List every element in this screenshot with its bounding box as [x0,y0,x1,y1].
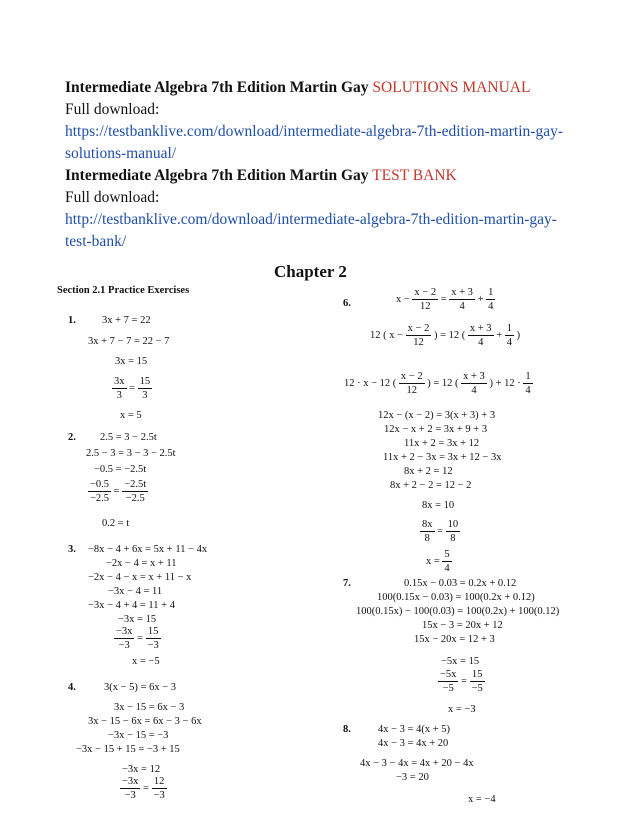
equation-line: −5x = 15 [441,656,480,667]
fraction-line: $\frac{-5x}{-5}$ = $\frac{15}{-5}$ [440,669,483,694]
problem-number: 3. [68,544,76,555]
fraction: $\frac{1}{4}$ [506,323,512,348]
fraction: $\frac{-0.5}{-2.5}$ [90,479,110,504]
equation-line: 15x − 3 = 20x + 12 [422,620,503,631]
equation-line: −2x − 4 − x = x + 11 − x [88,572,192,583]
fraction: $\frac{-3x}{-3}$ [122,776,139,801]
fraction: $\frac{x + 3}{4}$ [469,323,492,348]
testbank-link[interactable]: http://testbanklive.com/download/intermediate-algebra-7th-edition-martin-gay- [65,211,557,228]
equation-line: 2.5 = 3 − 2.5t [100,432,157,443]
equation-line: 8x + 2 − 2 = 12 − 2 [390,480,472,491]
equation-line: x = −5 [132,656,160,667]
equation-line: 4x − 3 = 4x + 20 [378,738,449,749]
fraction: $\frac{15}{-3}$ [147,626,159,651]
fraction-line: x − $\frac{x - 2}{12}$ = $\frac{x + 3}{4}$ + $\frac{1}{4}$ [396,287,494,312]
problem-number: 4. [68,682,76,693]
equation-line: x = 5 [120,410,142,421]
equation-line: −3x − 4 = 11 [108,586,163,597]
fraction: $\frac{5}{4}$ [444,549,450,574]
fraction: $\frac{x + 3}{4}$ [463,371,485,396]
equation-line: 0.2 = t [102,518,130,529]
equation-line: 3(x − 5) = 6x − 3 [104,682,177,693]
equation-line: 3x − 15 − 6x = 6x − 3 − 6x [88,716,202,727]
equation-line: x = −4 [468,794,496,805]
equation-line: 12x − x + 2 = 3x + 9 + 3 [384,424,488,435]
fraction-line: 12 ( x − $\frac{x - 2}{12}$ ) = 12 ( $\frac{x + 3}{4}$ + $\frac{1}{4}$ ) [370,323,521,348]
equation-line: −2x − 4 = x + 11 [106,558,177,569]
testbank-link-cont[interactable]: test-bank/ [65,233,127,250]
equation-line: 12x − (x − 2) = 3(x + 3) + 3 [378,410,496,421]
fraction-line: $\frac{8x}{8}$ = $\frac{10}{8}$ [422,519,459,544]
equation-line: −3 = 20 [396,772,429,783]
fraction: $\frac{3x}{3}$ [114,376,125,401]
fraction-line: $\frac{-3x}{-3}$ = $\frac{15}{-3}$ [116,626,159,651]
fraction: $\frac{x - 2}{12}$ [407,323,430,348]
fraction: $\frac{x - 2}{12}$ [400,371,423,396]
solutions-link[interactable]: https://testbanklive.com/download/intermediate-algebra-7th-edition-martin-gay- [65,123,563,140]
equation-line: 3x − 15 = 6x − 3 [114,702,185,713]
problem-number: 8. [343,724,351,735]
fraction-line: $\frac{3x}{3}$ = $\frac{15}{3}$ [114,376,151,401]
fraction-line: $\frac{-3x}{-3}$ = $\frac{12}{-3}$ [122,776,165,801]
fraction-line: x = $\frac{5}{4}$ [426,549,450,574]
equation-line: −0.5 = −2.5t [94,464,147,475]
problem-number: 2. [68,432,76,443]
equation-line: 3x + 7 − 7 = 22 − 7 [88,336,170,347]
equation-line: 2.5 − 3 = 3 − 3 − 2.5t [86,448,176,459]
solutions-tag: SOLUTIONS MANUAL [372,79,531,96]
problem-number: 1. [68,315,76,326]
equation-line: 100(0.15x) − 100(0.03) = 100(0.2x) + 100(0.12) [356,606,560,617]
fraction: $\frac{8x}{8}$ [422,519,433,544]
equation-line: −3x = 12 [122,764,161,775]
equation-line: 3x = 15 [115,356,148,367]
fraction: $\frac{15}{3}$ [139,376,151,401]
download-label: Full download: [65,101,160,118]
fraction: $\frac{12}{-3}$ [153,776,165,801]
fraction: $\frac{15}{-5}$ [471,669,483,694]
section-title: Section 2.1 Practice Exercises [57,285,190,296]
fraction: $\frac{1}{4}$ [525,371,531,396]
fraction: $\frac{-2.5t}{-2.5}$ [124,479,147,504]
fraction: $\frac{10}{8}$ [447,519,459,544]
fraction: $\frac{-5x}{-5}$ [440,669,457,694]
fraction: $\frac{-3x}{-3}$ [116,626,133,651]
equation-line: −3x − 15 + 15 = −3 + 15 [76,744,180,755]
equation-line: 0.15x − 0.03 = 0.2x + 0.12 [404,578,517,589]
equation-line: 100(0.15x − 0.03) = 100(0.2x + 0.12) [377,592,535,603]
book-title: Intermediate Algebra 7th Edition Martin Gay [65,79,369,96]
equation-line: −3x − 4 + 4 = 11 + 4 [88,600,175,611]
book-title-2: Intermediate Algebra 7th Edition Martin Gay [65,167,369,184]
fraction: $\frac{x - 2}{12}$ [414,287,437,312]
download-label-2: Full download: [65,189,160,206]
equation-line: −3x − 15 = −3 [108,730,169,741]
equation-line: 4x − 3 = 4(x + 5) [378,724,451,735]
testbank-tag: TEST BANK [372,167,457,184]
fraction-line: 12 · x − 12 ( $\frac{x - 2}{12}$ ) = 12 ( $\frac{x + 3}{4}$ ) + 12 · $\frac{1}{4}$ [344,371,531,396]
equation-line: −3x = 15 [118,614,157,625]
header-line-2 [65,165,457,187]
chapter-title: Chapter 2 [274,262,347,281]
solutions-link-cont[interactable]: solutions-manual/ [65,145,177,162]
fraction-line: $\frac{-0.5}{-2.5}$ = $\frac{-2.5t}{-2.5}$ [90,479,147,504]
fraction: $\frac{x + 3}{4}$ [451,287,473,312]
equation-line: 11x + 2 − 3x = 3x + 12 − 3x [383,452,502,463]
equation-line: 4x − 3 − 4x = 4x + 20 − 4x [360,758,474,769]
equation-line: 8x = 10 [422,500,455,511]
equation-line: 11x + 2 = 3x + 12 [404,438,480,449]
fraction: $\frac{1}{4}$ [488,287,494,312]
problem-number: 6. [343,298,351,309]
equation-line: 3x + 7 = 22 [102,315,151,326]
header-line-1 [65,77,530,99]
equation-line: x = −3 [448,704,476,715]
equation-line: 8x + 2 = 12 [404,466,453,477]
problem-number: 7. [343,578,351,589]
equation-line: 15x − 20x = 12 + 3 [414,634,495,645]
equation-line: −8x − 4 + 6x = 5x + 11 − 4x [88,544,208,555]
